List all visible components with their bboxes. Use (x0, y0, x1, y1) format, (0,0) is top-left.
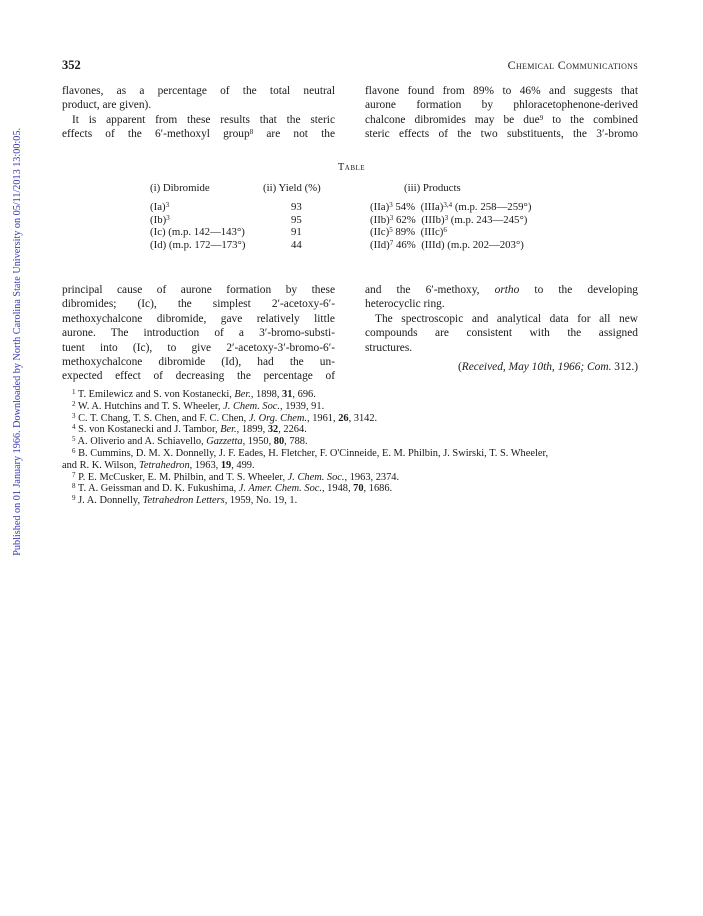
references-list (62, 389, 642, 507)
table-cell: $(Ib)^3$ (150, 213, 170, 226)
reference-marker: 8 (249, 128, 254, 137)
text-line: chalcone dibromides may be due$^9$ to the combined (365, 113, 638, 126)
reference-item: $^4$ S. von Kostanecki and J. Tambor, Ber., 1899, 32, 2264. (72, 423, 307, 436)
text-line: structures. (365, 341, 413, 354)
text-line: methoxychalcone dibromide (Id), had the un- (62, 356, 335, 369)
left-column-top (62, 84, 335, 142)
table-header-dibromide: (i) Dibromide (150, 182, 210, 194)
text-line: It is apparent from these results that the steric (72, 113, 335, 126)
table-cell: 95 (291, 213, 302, 226)
text-line: and the 6′-methoxy, ortho to the developing (365, 284, 639, 296)
right-column-top (365, 84, 638, 142)
table-cell: (IIc)$^5$ 89% (IIIc)$^6$ (370, 226, 447, 239)
received-date: (Received, May 10th, 1966; Com. 312.) (458, 361, 638, 373)
watermark-text: Published on 01 January 1966. Downloaded by North Carolina State University on 05/11/2013 13:00:05. (12, 128, 23, 556)
text-line: principal cause of aurone formation by these (62, 284, 335, 296)
table-cell: 93 (291, 201, 302, 213)
left-column-bottom (62, 283, 335, 384)
text-line: flavones, as a percentage of the total neutral (62, 85, 335, 97)
reference-item: $^3$ C. T. Chang, T. S. Chen, and F. C. Chen, J. Org. Chem., 1961, 26, 3142. (72, 411, 378, 424)
text-line: steric effects of the two substituents, the 3′-bromo (365, 128, 638, 141)
table-cell: 91 (291, 226, 302, 239)
text-line: compounds are consistent with the assigned (365, 327, 638, 340)
text-line: tuent into (Ic), to give 2′-acetoxy-3′-bromo-6′- (62, 341, 335, 354)
text-line: The spectroscopic and analytical data for all new (375, 312, 638, 325)
table-cell: (IIb)$^3$ 62% (IIIb)$^3$ (m.p. 243—245°) (370, 213, 528, 226)
text-line: product, are given). (62, 99, 152, 112)
table-cell: (Id) (m.p. 172—173°) (150, 238, 246, 251)
text-line: dibromides; (Ic), the simplest 2′-acetoxy-6′- (62, 298, 335, 311)
table-cell: (Ic) (m.p. 142—143°) (150, 226, 245, 239)
reference-item: $^7$ P. E. McCusker, E. M. Philbin, and T. S. Wheeler, J. Chem. Soc., 1963, 2374. (72, 470, 400, 483)
text-line: expected effect of decreasing the percentage of (62, 370, 335, 383)
text-line: aurone. The introduction of a 3′-bromo-substi- (62, 327, 335, 340)
journal-name: Chemical Communications (507, 58, 638, 72)
text-line: heterocyclic ring. (365, 298, 445, 311)
table-cell: (IId)$^7$ 46% (IIId) (m.p. 202—203°) (370, 238, 524, 251)
download-watermark (4, 128, 23, 578)
reference-item: $^9$ J. A. Donnelly, Tetrahedron Letters, 1959, No. 19, 1. (72, 494, 298, 507)
reference-item-continuation: and R. K. Wilson, Tetrahedron, 1963, 19, 499. (62, 459, 255, 471)
table-title: Table (337, 162, 366, 173)
table-column-products (370, 201, 531, 251)
running-header (62, 58, 638, 74)
page-number: 352 (62, 58, 81, 72)
reference-item: $^6$ B. Cummins, D. M. X. Donnelly, J. F. Eades, H. Fletcher, F. O'Cinneide, E. M. Philbin, J. Swirski, T. S. Wheeler, (72, 446, 549, 459)
reference-item: $^5$ A. Oliverio and A. Schiavello, Gazzetta, 1950, 80, 788. (72, 435, 308, 448)
text-line: flavone found from 89% to 46% and suggests that (365, 85, 638, 97)
reference-marker: 9 (539, 113, 544, 122)
table-column-dibromide (150, 201, 245, 251)
table-header-yield: (ii) Yield (%) (263, 182, 321, 194)
table-header-products: (iii) Products (404, 182, 461, 194)
reference-item: $^2$ W. A. Hutchins and T. S. Wheeler, J. Chem. Soc., 1939, 91. (72, 399, 325, 412)
text-line: effects of the 6′-methoxyl group$^8$ are not the (62, 128, 335, 141)
text-line: methoxychalcone dibromide, gave relatively little (62, 312, 335, 325)
table-cell: $(Ia)^3$ (150, 201, 170, 213)
table-column-yield (291, 201, 302, 251)
reference-item: $^1$ T. Emilewicz and S. von Kostanecki, Ber., 1898, 31, 696. (72, 388, 316, 400)
table-cell: (IIa)$^3$ 54% (IIIa)$^{3,4}$ (m.p. 258—259°) (370, 201, 532, 213)
text-line: aurone formation by phloracetophenone-derived (365, 99, 638, 112)
right-column-bottom (365, 283, 638, 355)
reference-item: $^8$ T. A. Geissman and D. K. Fukushima, J. Amer. Chem. Soc., 1948, 70, 1686. (72, 482, 393, 495)
table-cell: 44 (291, 238, 302, 251)
